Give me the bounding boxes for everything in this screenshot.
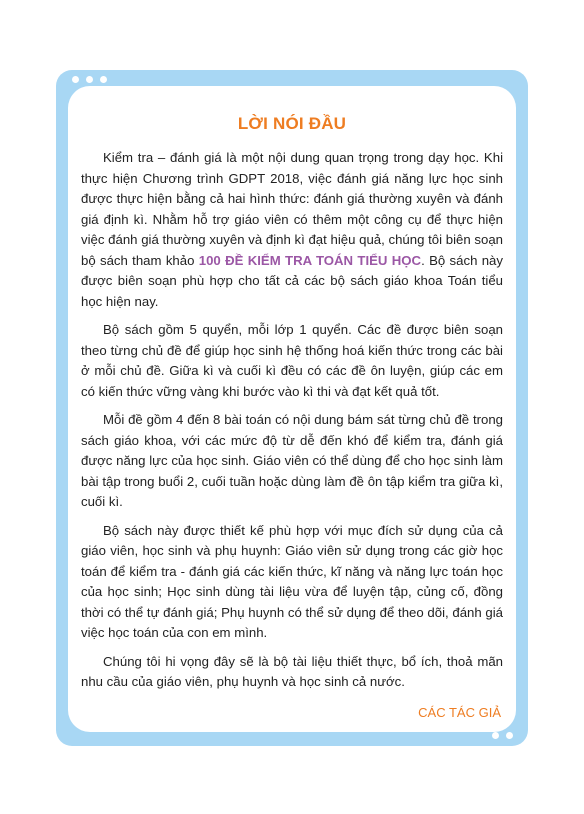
book-title-highlight: 100 ĐỀ KIỂM TRA TOÁN TIỂU HỌC <box>198 252 422 268</box>
paragraph-5: Chúng tôi hi vọng đây sẽ là bộ tài liệu thiết thực, bổ ích, thoả mãn nhu cầu của giáo viên, phụ huynh và học sinh cả nước. <box>81 653 503 689</box>
page-title: LỜI NÓI ĐẦU <box>237 114 347 133</box>
authors-signature: CÁC TÁC GIẢ <box>418 704 501 720</box>
paragraph-1-text-start: Kiểm tra – đánh giá là một nội dung quan trọng trong dạy học. Khi thực hiện Chương trình GDPT 2018, việc đánh giá năng lực học sinh được thực hiện bằng cả hai hình thức: đánh giá thường xuyên và đánh giá định kì. Nhằm hỗ trợ giáo viên có thêm một công cụ để thực hiện việc đánh giá thường xuyên và định kì đạt hiệu quả, chúng tôi biên soạn bộ sách tham khảo <box>81 150 503 268</box>
decorative-dot <box>72 76 79 83</box>
decorative-dot <box>492 732 499 739</box>
decorative-dot <box>100 76 107 83</box>
paragraph-2: Bộ sách gồm 5 quyển, mỗi lớp 1 quyển. Các đề được biên soạn theo từng chủ đề để giúp học sinh hệ thống hoá kiến thức trong các bài ở mỗi chủ đề. Giữa kì và cuối kì đều có các đề ôn luyện, giúp các em có kiến thức vững vàng khi bước vào kì thi và đạt kết quả tốt. <box>81 322 503 399</box>
decorative-dot <box>506 732 513 739</box>
paragraph-1-text-end: . Bộ sách này được biên soạn phù hợp cho tất cả các bộ sách giáo khoa Toán tiểu học hiện nay. <box>81 252 503 309</box>
preface-body <box>81 148 503 723</box>
paragraph-4: Bộ sách này được thiết kế phù hợp với mục đích sử dụng của cả giáo viên, học sinh và phụ huynh: Giáo viên sử dụng trong các giờ học toán để kiểm tra - đánh giá các kiến thức, kĩ năng và năng lực toán học của học sinh; Học sinh dùng tài liệu vừa để luyện tập, củng cố, đồng thời có thể tự đánh giá; Phụ huynh có thể sử dụng để theo dõi, đánh giá việc học toán của con em mình. <box>81 522 503 640</box>
decorative-dot <box>86 76 93 83</box>
paragraph-1 <box>81 148 503 312</box>
paragraph-3: Mỗi đề gồm 4 đến 8 bài toán có nội dung bám sát từng chủ đề trong sách giáo khoa, với các mức độ từ dễ đến khó để kiểm tra, đánh giá được năng lực của học sinh. Giáo viên có thể dùng để cho học sinh làm bài tập trong buổi 2, cuối tuần hoặc dùng làm đề ôn tập kiểm tra giữa kì, cuối kì. <box>81 412 503 509</box>
